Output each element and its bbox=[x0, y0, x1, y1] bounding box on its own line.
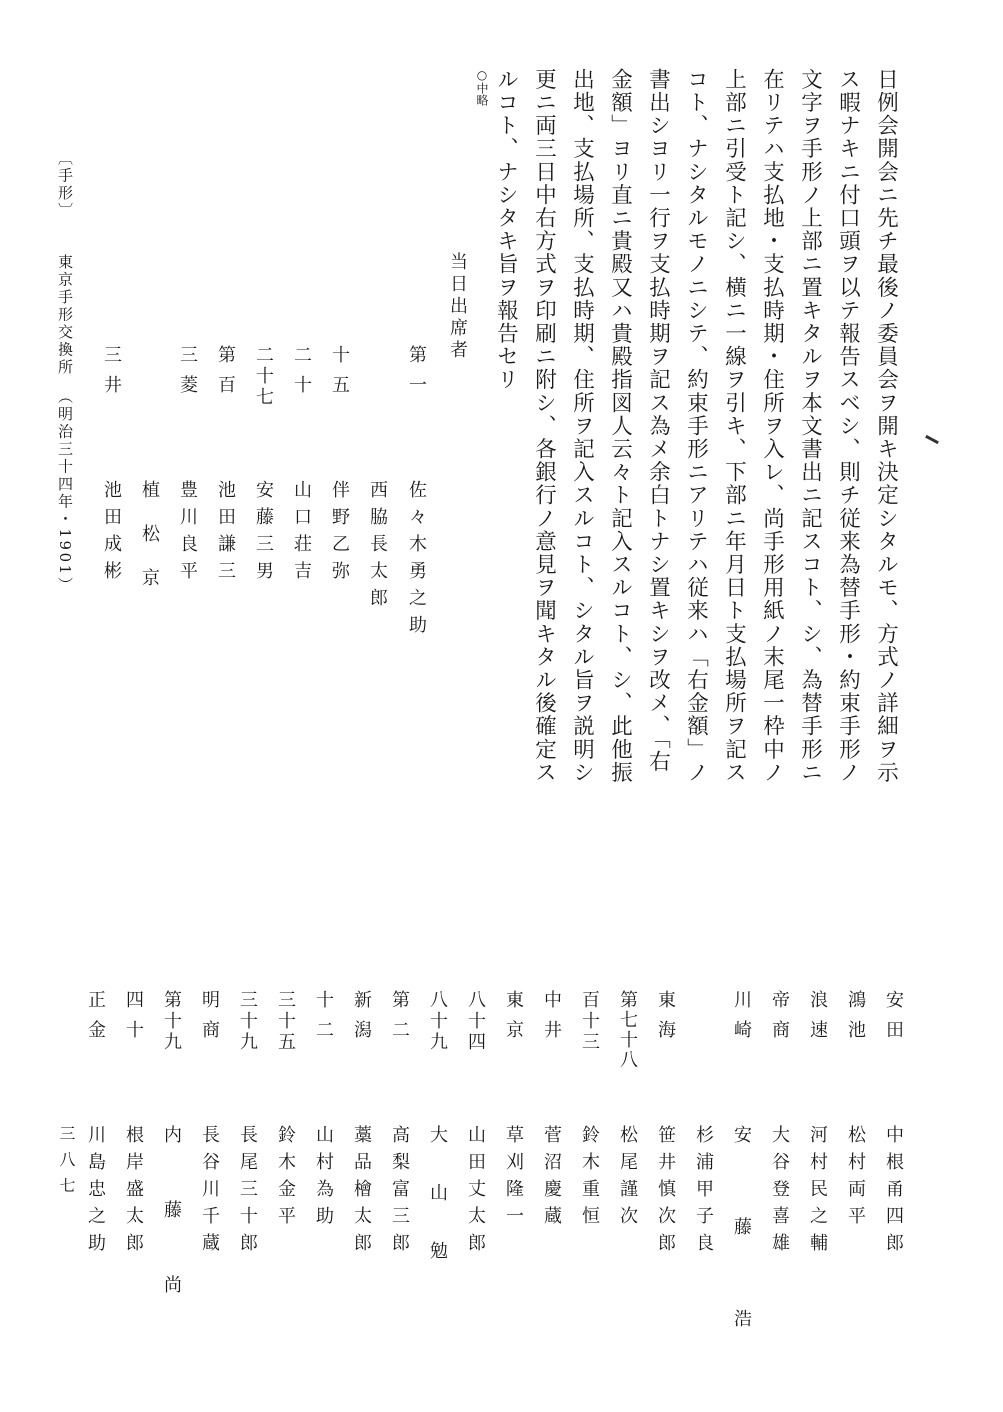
attendee-bank: 川崎 bbox=[731, 990, 752, 1050]
attendee-bank: 第七十八 bbox=[617, 990, 638, 1070]
footer-date: （明治三十四年・1901） bbox=[56, 388, 74, 595]
attendee-name: 川島忠之助 bbox=[85, 1125, 106, 1260]
attendee-name: 安藤三男 bbox=[253, 480, 274, 588]
body-line-8: 金額」ヨリ直ニ貴殿又ハ貴殿指図人云々ト記入スルコト、シ、此他振 bbox=[607, 68, 633, 785]
attendee-bank: 鴻池 bbox=[845, 990, 866, 1050]
attendee-bank: 東海 bbox=[655, 990, 676, 1050]
attendee-name: 長尾三十郎 bbox=[237, 1125, 258, 1260]
attendee-name: 笹井慎次郎 bbox=[655, 1125, 676, 1260]
omission-note: ○中略 bbox=[475, 68, 489, 106]
body-line-10: 更ニ両三日中右方式ヲ印刷ニ附シ、各銀行ノ意見ヲ聞キタル後確定ス bbox=[531, 68, 557, 785]
body-line-1: 日例会開会ニ先チ最後ノ委員会ヲ開キ決定シタルモ、方式ノ詳細ヲ示 bbox=[873, 68, 899, 785]
footer-category: 〔手形〕 bbox=[56, 150, 74, 220]
attendee-bank: 十二 bbox=[313, 990, 334, 1050]
attendee-name: 藁品檜太郎 bbox=[351, 1125, 372, 1260]
attendee-name: 河村民之輔 bbox=[807, 1125, 828, 1260]
body-line-4: 在リテハ支払地・支払時期・住所ヲ入レ、尚手形用紙ノ末尾一枠中ノ bbox=[759, 68, 785, 785]
body-line-6: コト、ナシタルモノニシテ、約束手形ニアリテハ従来ハ「右金額」ノ bbox=[683, 68, 709, 785]
attendee-name: 安藤浩 bbox=[731, 1125, 752, 1401]
attendee-bank: 三菱 bbox=[177, 345, 198, 405]
body-line-5: 上部ニ引受ト記シ、横ニ一線ヲ引キ、下部ニ年月日ト支払場所ヲ記ス bbox=[721, 68, 747, 785]
body-line-3: 文字ヲ手形ノ上部ニ置キタルヲ本文書出ニ記スコト、シ、為替手形ニ bbox=[797, 68, 823, 785]
attendees-heading: 当日出席者 bbox=[447, 252, 468, 362]
attendee-name: 植松京 bbox=[139, 480, 160, 612]
attendee-bank: 百十三 bbox=[579, 990, 600, 1053]
attendee-name: 佐々木勇之助 bbox=[406, 480, 427, 642]
attendee-bank: 八十九 bbox=[427, 990, 448, 1053]
attendee-bank: 三十五 bbox=[275, 990, 296, 1053]
attendee-name: 鈴木金平 bbox=[275, 1125, 296, 1233]
body-line-11: ルコト、ナシタキ旨ヲ報告セリ bbox=[493, 68, 519, 392]
attendee-bank: 二十七 bbox=[253, 345, 274, 408]
attendee-name: 松村両平 bbox=[845, 1125, 866, 1233]
body-line-7: 書出シヨリ一行ヲ支払時期ヲ記ス為メ余白トナシ置キシヲ改メ、「右 bbox=[645, 68, 671, 774]
attendee-bank: 明商 bbox=[199, 990, 220, 1050]
attendee-name: 豊川良平 bbox=[177, 480, 198, 588]
attendee-name: 松尾謹次 bbox=[617, 1125, 638, 1233]
attendee-bank: 中井 bbox=[541, 990, 562, 1050]
attendee-bank: 二十 bbox=[291, 345, 312, 405]
attendee-bank: 三井 bbox=[101, 345, 122, 405]
attendee-bank: 新潟 bbox=[351, 990, 372, 1050]
attendee-name: 山口荘吉 bbox=[291, 480, 312, 588]
attendee-bank: 帝商 bbox=[769, 990, 790, 1050]
attendee-name: 大谷登喜雄 bbox=[769, 1125, 790, 1260]
attendee-name: 高梨富三郎 bbox=[389, 1125, 410, 1260]
attendee-name: 池田謙三 bbox=[215, 480, 236, 588]
page-number: 三八七 bbox=[57, 1125, 76, 1203]
attendee-bank: 十五 bbox=[329, 345, 350, 405]
attendee-bank: 第十九 bbox=[161, 990, 182, 1053]
attendee-name: 根岸盛太郎 bbox=[123, 1125, 144, 1260]
attendee-bank: 第一 bbox=[406, 345, 427, 405]
attendee-bank: 八十四 bbox=[465, 990, 486, 1053]
attendee-name: 草刈隆一 bbox=[503, 1125, 524, 1233]
attendee-bank: 東京 bbox=[503, 990, 524, 1050]
attendee-bank: 第百 bbox=[215, 345, 236, 405]
attendee-name: 山田丈太郎 bbox=[465, 1125, 486, 1260]
attendee-name: 山村為助 bbox=[313, 1125, 334, 1233]
attendee-name: 中根甬四郎 bbox=[883, 1125, 904, 1260]
body-line-2: ス暇ナキニ付口頭ヲ以テ報告スベシ、則チ従来為替手形・約束手形ノ bbox=[835, 68, 861, 785]
body-line-9: 出地、支払場所、支払時期、住所ヲ記入スルコト、シタル旨ヲ説明シ bbox=[569, 68, 595, 785]
attendee-name: 伴野乙弥 bbox=[329, 480, 350, 588]
attendee-name: 鈴木重恒 bbox=[579, 1125, 600, 1233]
ink-mark bbox=[925, 435, 939, 444]
attendee-name: 池田成彬 bbox=[101, 480, 122, 588]
attendee-bank: 浪速 bbox=[807, 990, 828, 1050]
attendee-bank: 正金 bbox=[85, 990, 106, 1050]
attendee-name: 杉浦甲子良 bbox=[693, 1125, 714, 1260]
attendee-name: 大山勉 bbox=[427, 1125, 448, 1299]
attendee-name: 西脇長太郎 bbox=[367, 480, 388, 615]
attendee-bank: 四十 bbox=[123, 990, 144, 1050]
attendee-name: 長谷川千蔵 bbox=[199, 1125, 220, 1260]
attendee-bank: 安田 bbox=[883, 990, 904, 1050]
attendee-bank: 第二 bbox=[389, 990, 410, 1050]
attendee-name: 内藤尚 bbox=[161, 1125, 182, 1350]
attendee-bank: 三十九 bbox=[237, 990, 258, 1053]
attendee-name: 菅沼慶蔵 bbox=[541, 1125, 562, 1233]
footer-source: 東京手形交換所 bbox=[56, 254, 74, 377]
footer-header bbox=[55, 150, 76, 594]
